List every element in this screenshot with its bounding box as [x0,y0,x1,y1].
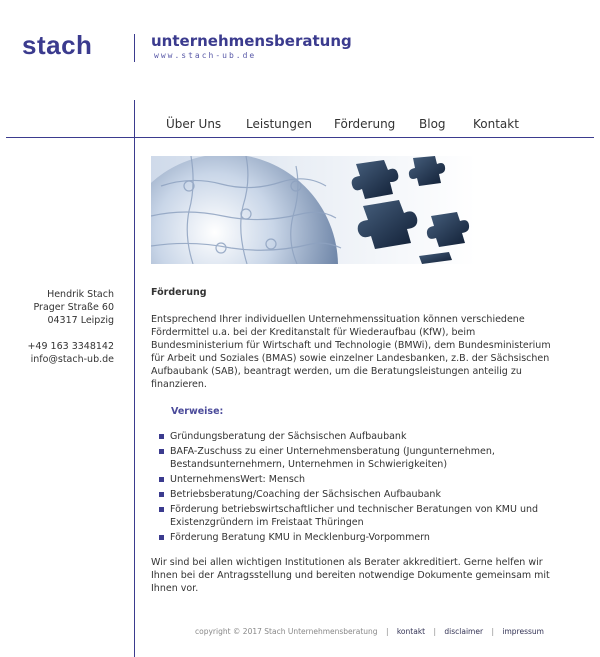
nav-item-blog[interactable]: Blog [419,117,446,131]
square-bullet-icon [159,477,164,482]
horizontal-divider [6,137,594,138]
references-label: Verweise: [171,406,224,417]
footer-copyright: copyright © 2017 Stach Unternehmensberatung [195,627,378,636]
footer-separator: | [491,627,494,636]
logo-subtitle[interactable]: unternehmensberatung [151,32,352,50]
nav-item-foerderung[interactable]: Förderung [334,117,396,131]
footer-separator: | [433,627,437,636]
hero-image [151,156,476,264]
logo-stach[interactable]: stach [22,30,93,60]
vertical-divider [134,100,135,657]
closing-paragraph: Wir sind bei allen wichtigen Institutionen als Berater akkreditiert. Gerne helfen wir Ihnen bei der Antragsstellung und bereiten notwendige Dokumente gemeinsam mit Ihnen vor. [151,557,550,594]
list-item[interactable]: Betriebsberatung/Coaching der Sächsischen Aufbaubank [151,488,556,501]
logo-divider [134,34,135,62]
main-content [151,286,556,595]
footer [195,627,544,636]
intro-paragraph: Entsprechend Ihrer individuellen Unternehmenssituation können verschiedene Fördermittel u.a. bei der Kreditanstalt für Wiederaufbau (KfW), beim Bundesministerium für Wirtschaft und Technologie (BMWi), dem Bundesministerium für Arbeit und Soziales (BMAS) sowie einzelner Landesbanken, z.B. der Sächsischen Aufbaubank (SAB), beantragt werden, um die Beratungsleistungen anteilig zu finanzieren. [151,314,551,390]
square-bullet-icon [159,449,164,454]
references-list [151,430,556,544]
nav-item-ueber-uns[interactable]: Über Uns [166,117,222,131]
contact-email[interactable]: info@stach-ub.de [30,354,114,365]
page-title: Förderung [151,287,207,298]
nav-item-leistungen[interactable]: Leistungen [246,117,312,131]
footer-link-disclaimer[interactable]: disclaimer [444,627,484,636]
contact-phone: +49 163 3348142 [27,341,114,352]
square-bullet-icon [159,492,164,497]
list-item[interactable]: Gründungsberatung der Sächsischen Aufbaubank [151,430,556,443]
contact-city: 04317 Leipzig [47,315,114,326]
footer-link-kontakt[interactable]: kontakt [396,627,426,636]
contact-name: Hendrik Stach [47,289,114,300]
square-bullet-icon [159,535,164,540]
list-item[interactable]: BAFA-Zuschuss zu einer Unternehmensberatung (Jungunternehmen, Bestandsunternehmern, Unternehmen in Schwierigkeiten) [151,445,556,471]
list-item[interactable]: Förderung betriebswirtschaftlicher und technischer Beratungen von KMU und Existenzgründern im Freistaat Thüringen [151,503,556,529]
square-bullet-icon [159,434,164,439]
logo-url: www.stach-ub.de [154,51,257,60]
nav-item-kontakt[interactable]: Kontakt [473,117,519,131]
contact-address [27,288,114,366]
list-item[interactable]: UnternehmensWert: Mensch [151,473,556,486]
footer-link-impressum[interactable]: impressum [502,627,544,636]
list-item[interactable]: Förderung Beratung KMU in Mecklenburg-Vorpommern [151,531,556,544]
footer-separator: | [385,627,389,636]
puzzle-globe-image [151,156,476,264]
square-bullet-icon [159,507,164,512]
contact-street: Prager Straße 60 [33,302,114,313]
